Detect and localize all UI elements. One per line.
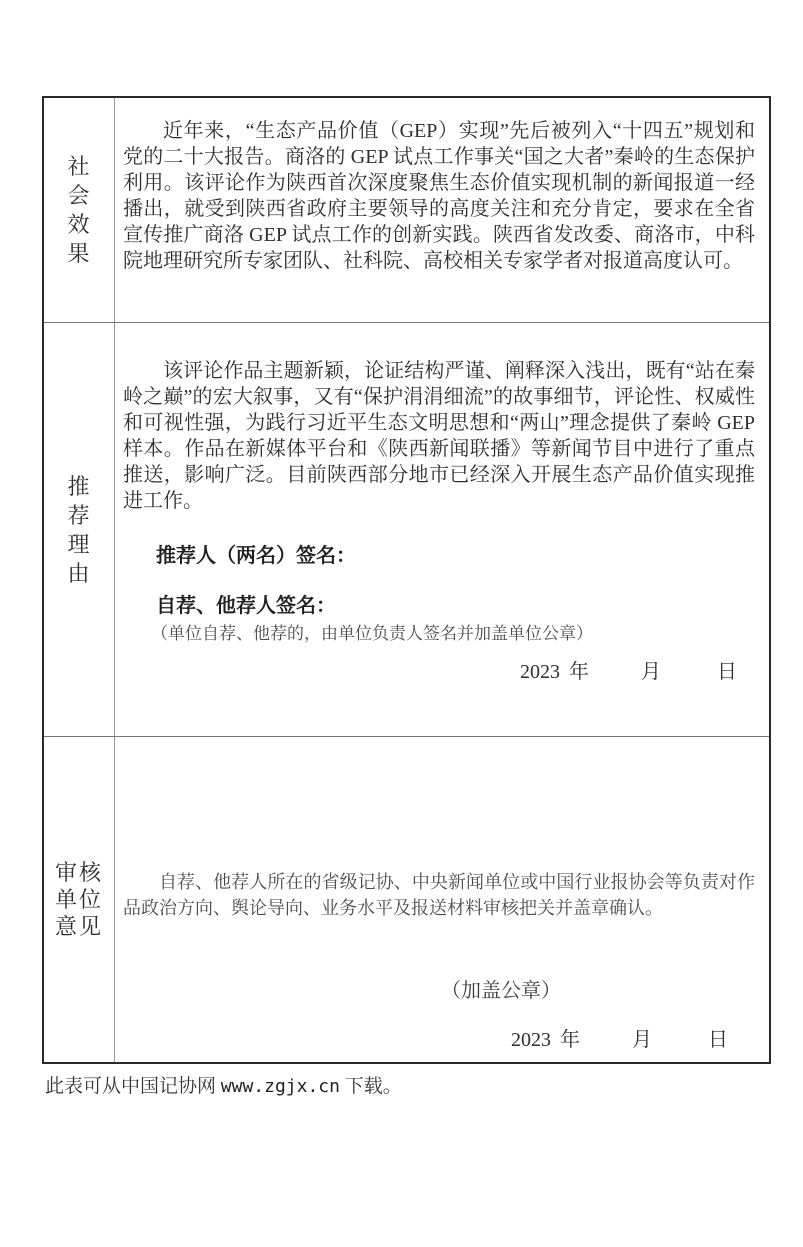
header-chars: 审核 — [54, 860, 103, 885]
header-char: 理 — [67, 531, 91, 557]
date-year-unit: 年 — [560, 1029, 580, 1051]
row-social-effect — [44, 98, 769, 323]
header-char: 效 — [67, 212, 91, 237]
row-header-review-unit-opinion — [44, 737, 115, 1062]
date-day-unit: 日 — [708, 1029, 728, 1051]
row-header-social-effect — [44, 98, 115, 322]
row-header-recommendation-reason — [44, 323, 115, 736]
unit-seal-note: （单位自荐、他荐的，由单位负责人签名并加盖单位公章） — [151, 624, 593, 643]
date-year-unit: 年 — [569, 661, 589, 683]
date-month-unit: 月 — [641, 661, 661, 683]
review-unit-opinion-cell — [115, 737, 769, 1062]
date-year: 2023 — [520, 661, 560, 683]
header-char: 荐 — [67, 502, 91, 528]
header-char: 推 — [67, 473, 91, 499]
header-char: 会 — [67, 183, 91, 208]
social-effect-cell — [115, 98, 769, 322]
recommendation-reason-paragraph: 该评论作品主题新颖，论证结构严谨、阐释深入浅出，既有“站在秦岭之巅”的宏大叙事，又有“保护涓涓细流”的故事细节，评论性、权威性和可视性强，为践行习近平生态文明思想和“两山”理念提供了秦岭 GEP 样本。作品在新媒体平台和《陕西新闻联播》等新闻节目中进行了重点推送，影响广泛。目前陕西部分地市已经深入开展生态产品价值实现推进工作。 — [123, 360, 755, 512]
date-year: 2023 — [511, 1029, 551, 1051]
row-header-recommendation-reason-label — [67, 472, 90, 588]
header-char: 社 — [67, 154, 91, 179]
official-seal-note: （加盖公章） — [441, 980, 561, 1002]
recommenders-signature-label: 推荐人（两名）签名： — [156, 545, 356, 567]
row-header-review-unit-opinion-label — [55, 859, 103, 940]
row-recommendation-reason — [44, 323, 769, 737]
row-header-social-effect-label — [67, 152, 90, 268]
download-url: www.zgjx.cn — [220, 1076, 340, 1097]
self-other-signature-label: 自荐、他荐人签名： — [156, 595, 336, 617]
date-month-unit: 月 — [632, 1029, 652, 1051]
social-effect-paragraph: 近年来，“生态产品价值（GEP）实现”先后被列入“十四五”规划和党的二十大报告。商洛的 GEP 试点工作事关“国之大者”秦岭的生态保护利用。该评论作为陕西首次深度聚焦生态价值实现机制的新闻报道一经播出，就受到陕西省政府主要领导的高度关注和充分肯定，要求在全省宣传推广商洛 GEP 试点工作的创新实践。陕西省发改委、商洛市，中科院地理研究所专家团队、社科院、高校相关专家学者对报道高度认可。 — [123, 120, 755, 272]
download-footnote — [45, 1074, 402, 1100]
row-review-unit-opinion — [44, 737, 769, 1062]
header-char: 由 — [67, 560, 91, 586]
header-chars: 意见 — [54, 914, 103, 939]
date-day-unit: 日 — [717, 661, 737, 683]
download-footnote-suffix: 下载。 — [339, 1076, 402, 1097]
date-line-recommendation — [123, 657, 755, 687]
date-line-review — [123, 1025, 755, 1055]
review-unit-paragraph: 自荐、他荐人所在的省级记协、中央新闻单位或中国行业报协会等负责对作品政治方向、舆论导向、业务水平及报送材料审核把关并盖章确认。 — [123, 872, 755, 918]
header-char: 果 — [67, 241, 91, 266]
recommendation-form-table — [42, 96, 771, 1064]
header-chars: 单位 — [54, 887, 103, 912]
recommendation-reason-cell — [115, 323, 769, 736]
download-footnote-prefix: 此表可从中国记协网 — [45, 1076, 221, 1097]
